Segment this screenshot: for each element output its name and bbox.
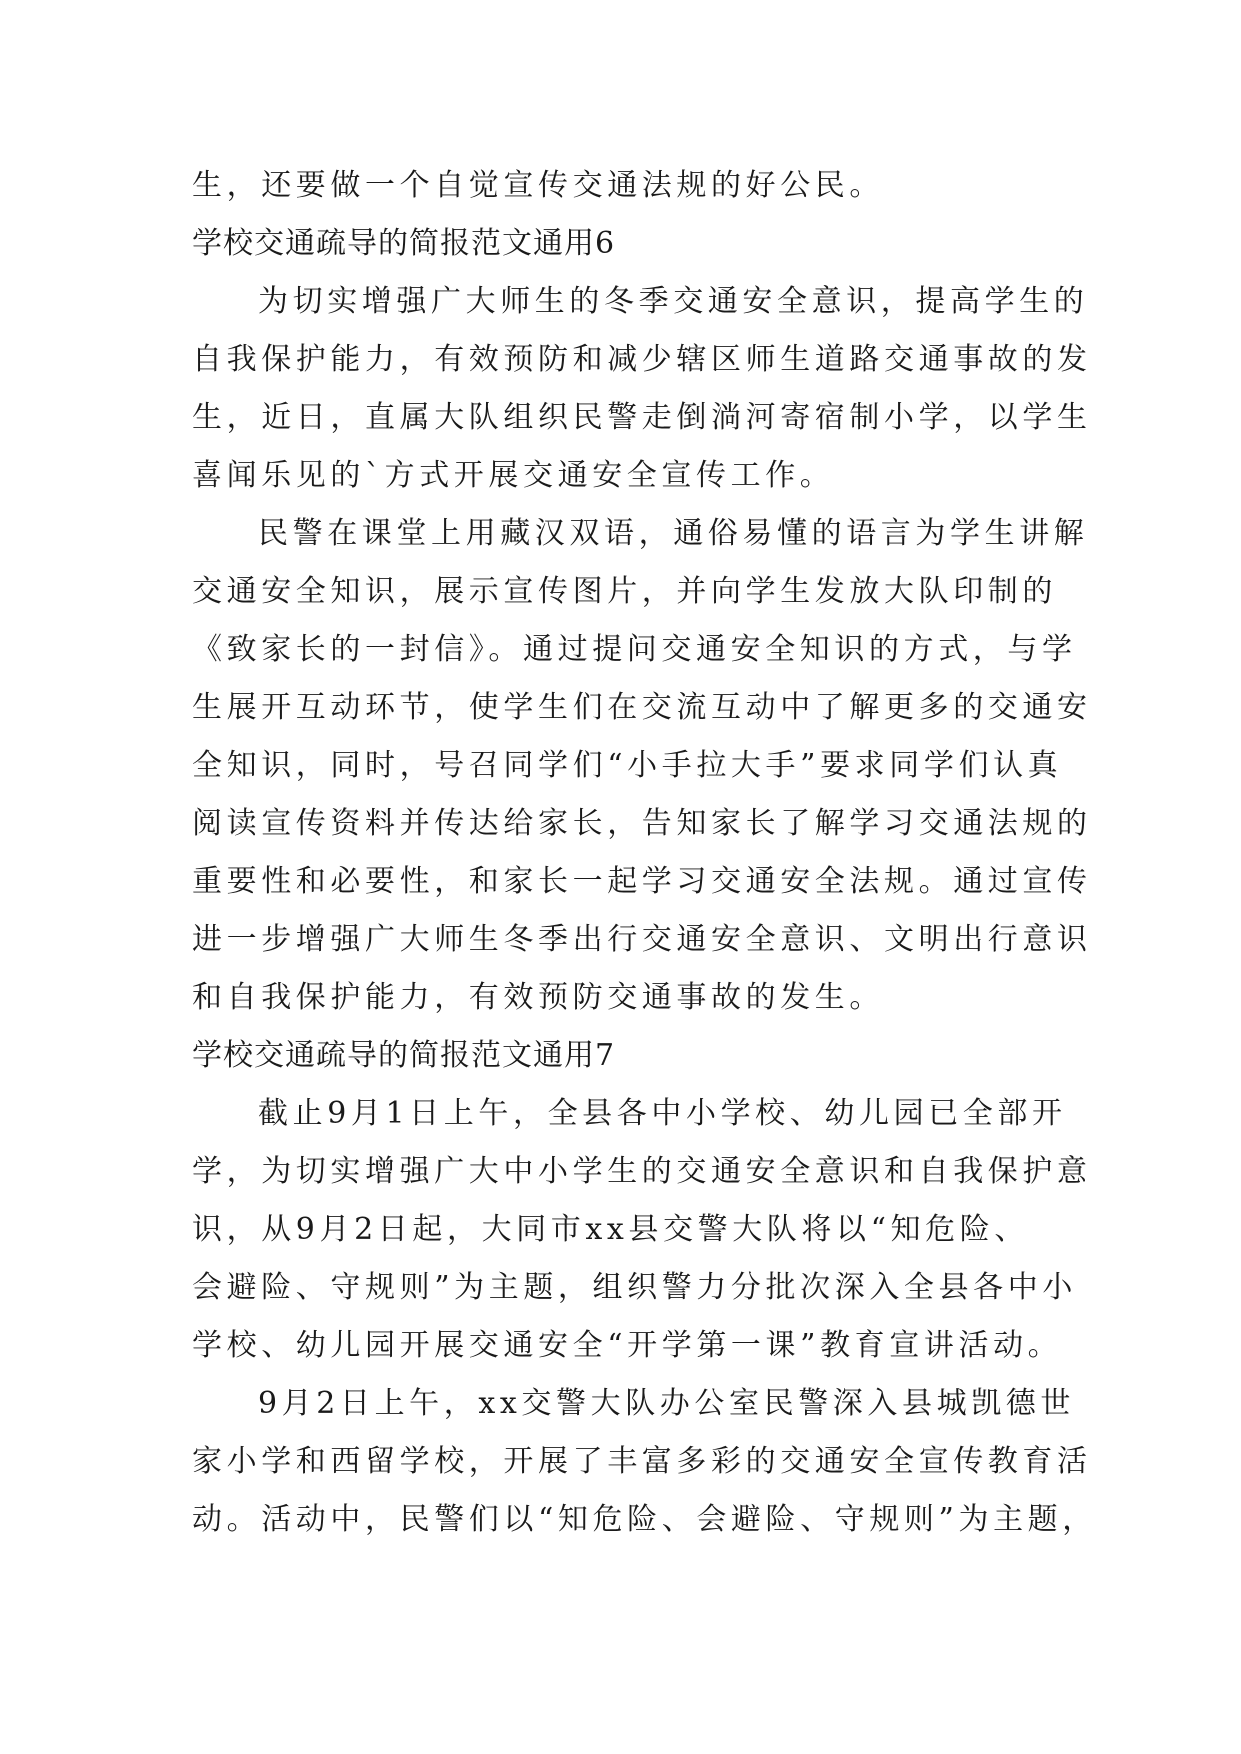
document-body: [192, 157, 1097, 1549]
paragraph-line: 生展开互动环节，使学生们在交流互动中了解更多的交通安: [192, 690, 1092, 725]
paragraph-line: 家小学和西留学校，开展了丰富多彩的交通安全宣传教育活: [192, 1444, 1092, 1479]
paragraph-line: 生，还要做一个自觉宣传交通法规的好公民。: [192, 168, 884, 203]
paragraph-line: 阅读宣传资料并传达给家长，告知家长了解学习交通法规的: [192, 806, 1092, 841]
paragraph-line: 为切实增强广大师生的冬季交通安全意识，提高学生的: [258, 284, 1089, 319]
paragraph-line: 识，从9月2日起，大同市xx县交警大队将以“知危险、: [192, 1212, 1029, 1247]
paragraph-line: 进一步增强广大师生冬季出行交通安全意识、文明出行意识: [192, 922, 1092, 957]
paragraph-line: 交通安全知识，展示宣传图片，并向学生发放大队印制的: [192, 574, 1057, 609]
paragraph-line: 喜闻乐见的`方式开展交通安全宣传工作。: [192, 458, 835, 493]
paragraph-line: 重要性和必要性，和家长一起学习交通安全法规。通过宣传: [192, 864, 1092, 899]
paragraph-line: 学校、幼儿园开展交通安全“开学第一课”教育宣讲活动。: [192, 1328, 1063, 1363]
paragraph-line: 《致家长的一封信》。通过提问交通安全知识的方式，与学: [192, 632, 1077, 667]
paragraph-line: 会避险、守规则”为主题，组织警力分批次深入全县各中小: [192, 1270, 1077, 1305]
paragraph-line: 截止9月1日上午，全县各中小学校、幼儿园已全部开: [258, 1096, 1067, 1131]
paragraph-line: 动。活动中，民警们以“知危险、会避险、守规则”为主题，: [192, 1502, 1097, 1537]
paragraph-line: 和自我保护能力，有效预防交通事故的发生。: [192, 980, 884, 1015]
paragraph-line: 民警在课堂上用藏汉双语，通俗易懂的语言为学生讲解: [258, 516, 1089, 551]
paragraph-line: 生，近日，直属大队组织民警走倒淌河寄宿制小学，以学生: [192, 400, 1092, 435]
section-heading: 学校交通疏导的简报范文通用7: [192, 1038, 616, 1073]
section-heading: 学校交通疏导的简报范文通用6: [192, 226, 616, 261]
paragraph-line: 学，为切实增强广大中小学生的交通安全意识和自我保护意: [192, 1154, 1092, 1189]
paragraph-line: 全知识，同时，号召同学们“小手拉大手”要求同学们认真: [192, 748, 1063, 783]
paragraph-line: 9月2日上午，xx交警大队办公室民警深入县城凯德世: [258, 1386, 1076, 1421]
paragraph-line: 自我保护能力，有效预防和减少辖区师生道路交通事故的发: [192, 342, 1092, 377]
